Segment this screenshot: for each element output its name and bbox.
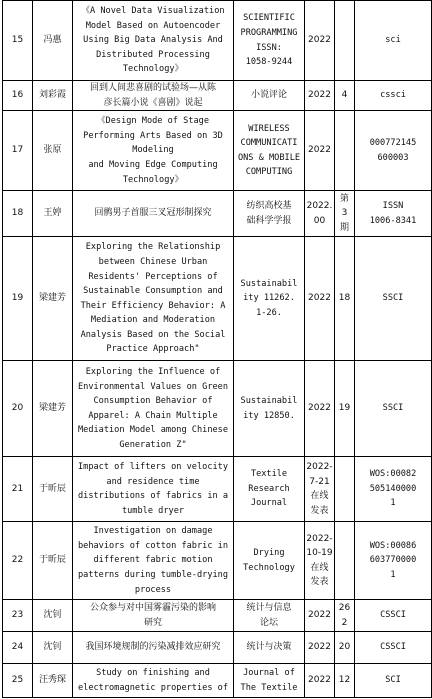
publication-year: 2022: [305, 111, 335, 191]
author-name: 于昕辰: [33, 457, 73, 522]
index-info: sci: [355, 1, 432, 81]
author-name: 沈钊: [33, 600, 73, 632]
journal-name: Sustainabil ity 11262. 1-26.: [234, 237, 305, 361]
issue-number: 20: [335, 632, 355, 664]
index-info: SCI: [355, 664, 432, 698]
row-number: 18: [3, 191, 33, 237]
paper-title: 回鹘男子首服三叉冠形制探究: [73, 191, 234, 237]
table-row: [3, 1, 432, 81]
table-row: [3, 111, 432, 191]
journal-name: 小说评论: [234, 81, 305, 111]
table-row: [3, 361, 432, 457]
journal-name: SCIENTIFIC PROGRAMMING ISSN: 1058-9244: [234, 1, 305, 81]
row-number: 19: [3, 237, 33, 361]
paper-title: 回到人间悲喜剧的试验场—从陈 彦长篇小说《喜剧》说起: [73, 81, 234, 111]
paper-title: 《A Novel Data Visualization Model Based on Autoencoder Using Big Data Analysis And Distributed Processing Technology》: [73, 1, 234, 81]
row-number: 15: [3, 1, 33, 81]
issue-number: 4: [335, 81, 355, 111]
journal-name: Journal of The Textile: [234, 664, 305, 698]
index-info: CSSCI: [355, 600, 432, 632]
author-name: 刘彩霞: [33, 81, 73, 111]
publication-year: 2022: [305, 600, 335, 632]
achievements-table: [2, 0, 432, 698]
row-number: 16: [3, 81, 33, 111]
author-name: 沈钊: [33, 632, 73, 664]
paper-title: Exploring the Relationship between Chinese Urban Residents' Perceptions of Sustainable Consumption and Their Efficiency Behavior: A Mediation and Moderation Analysis Based on the Social Practice Approach": [73, 237, 234, 361]
publication-year: 2022: [305, 664, 335, 698]
table-row: [3, 191, 432, 237]
journal-name: Textile Research Journal: [234, 457, 305, 522]
publication-year: 2022: [305, 632, 335, 664]
author-name: 冯惠: [33, 1, 73, 81]
author-name: 梁建芳: [33, 361, 73, 457]
publication-year: 2022- 7-21 在线 发表: [305, 457, 335, 522]
issue-number: 12: [335, 664, 355, 698]
index-info: WOS:00086 603770000 1: [355, 522, 432, 600]
paper-title: Impact of lifters on velocity and residence time distributions of fabrics in a tumble dryer: [73, 457, 234, 522]
issue-number: 18: [335, 237, 355, 361]
paper-title: Study on finishing and electromagnetic properties of: [73, 664, 234, 698]
journal-name: 统计与信息 论坛: [234, 600, 305, 632]
table-row: [3, 664, 432, 698]
author-name: 王婷: [33, 191, 73, 237]
index-info: cssci: [355, 81, 432, 111]
publication-year: 2022: [305, 81, 335, 111]
row-number: 24: [3, 632, 33, 664]
table-row: [3, 81, 432, 111]
issue-number: [335, 457, 355, 522]
index-info: SSCI: [355, 237, 432, 361]
author-name: 汪秀琛: [33, 664, 73, 698]
issue-number: [335, 111, 355, 191]
index-info: 000772145 600003: [355, 111, 432, 191]
row-number: 22: [3, 522, 33, 600]
issue-number: 19: [335, 361, 355, 457]
paper-title: 我国环境规制的污染减排效应研究: [73, 632, 234, 664]
publication-year: 2022: [305, 361, 335, 457]
table-row: [3, 600, 432, 632]
publication-year: 2022. 00: [305, 191, 335, 237]
row-number: 17: [3, 111, 33, 191]
issue-number: 26 2: [335, 600, 355, 632]
paper-title: 《Design Mode of Stage Performing Arts Based on 3D Modeling and Moving Edge Computing Technology》: [73, 111, 234, 191]
author-name: 张原: [33, 111, 73, 191]
table-row: [3, 632, 432, 664]
row-number: 20: [3, 361, 33, 457]
table-row: [3, 522, 432, 600]
index-info: SSCI: [355, 361, 432, 457]
publication-year: 2022: [305, 1, 335, 81]
index-info: ISSN 1006-8341: [355, 191, 432, 237]
paper-title: Exploring the Influence of Environmental Values on Green Consumption Behavior of Apparel: A Chain Multiple Mediation Model among Chinese Generation Z": [73, 361, 234, 457]
journal-name: WIRELESS COMMUNICATI ONS & MOBILE COMPUTING: [234, 111, 305, 191]
journal-name: 纺织高校基 础科学学报: [234, 191, 305, 237]
issue-number: [335, 522, 355, 600]
row-number: 25: [3, 664, 33, 698]
row-number: 23: [3, 600, 33, 632]
table-row: [3, 237, 432, 361]
issue-number: 第 3 期: [335, 191, 355, 237]
author-name: 于昕辰: [33, 522, 73, 600]
row-number: 21: [3, 457, 33, 522]
paper-title: Investigation on damage behaviors of cotton fabric in different fabric motion patterns during tumble-drying process: [73, 522, 234, 600]
table-row: [3, 457, 432, 522]
paper-title: 公众参与对中国雾霾污染的影响 研究: [73, 600, 234, 632]
issue-number: [335, 1, 355, 81]
journal-name: Drying Technology: [234, 522, 305, 600]
journal-name: Sustainabil ity 12850.: [234, 361, 305, 457]
publication-year: 2022- 10-19 在线 发表: [305, 522, 335, 600]
author-name: 梁建芳: [33, 237, 73, 361]
publication-year: 2022: [305, 237, 335, 361]
index-info: CSSCI: [355, 632, 432, 664]
index-info: WOS:00082 505140000 1: [355, 457, 432, 522]
journal-name: 统计与决策: [234, 632, 305, 664]
